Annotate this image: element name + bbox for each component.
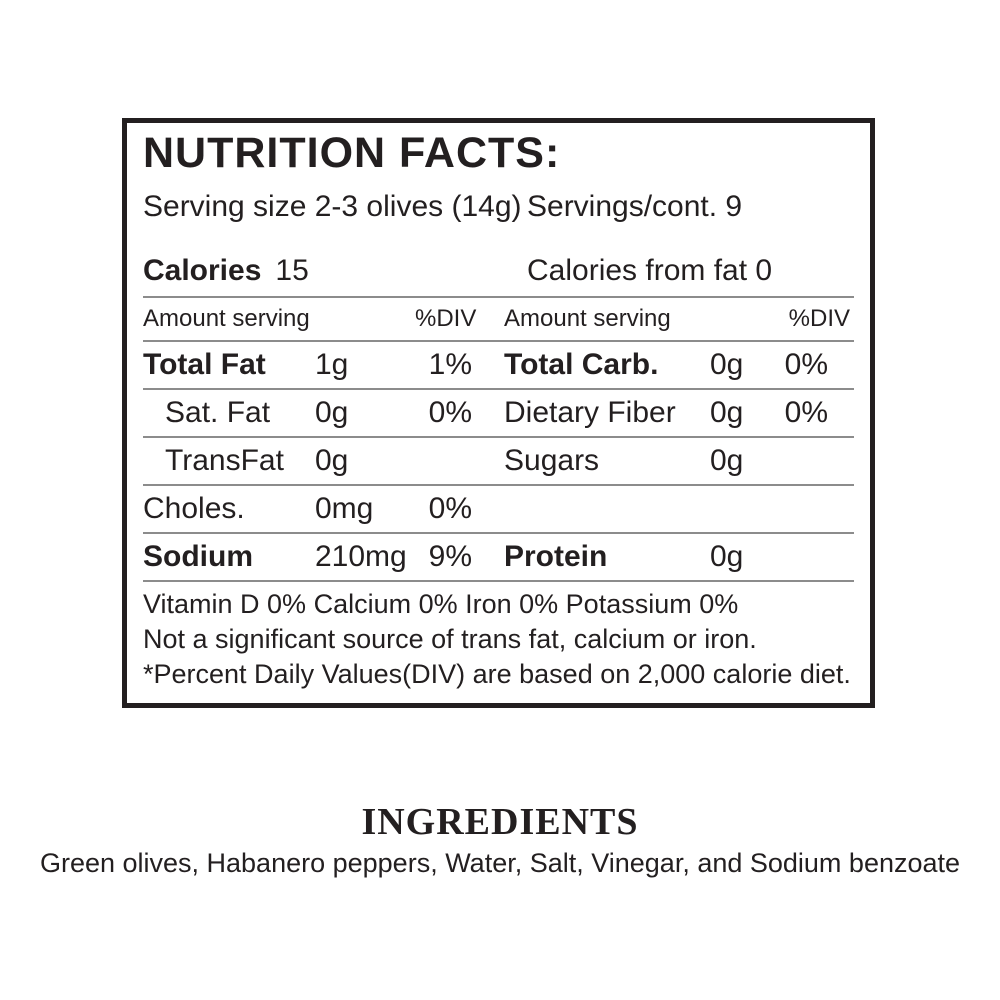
nutrient-label: Sodium [143, 540, 253, 573]
nutrient-dv: 0% [784, 396, 828, 429]
nutrient-value: 1g [315, 348, 349, 381]
nutrient-value: 0g [710, 396, 744, 429]
table-row [143, 342, 854, 390]
serving-size: Serving size 2-3 olives (14g) [143, 190, 522, 223]
nutrient-label: Sugars [504, 444, 600, 477]
table-row [143, 534, 854, 582]
calories-from-fat: Calories from fat 0 [527, 254, 773, 287]
nutrient-label: Total Fat [143, 348, 266, 381]
footnotes [143, 587, 854, 692]
nutrient-label: Protein [504, 540, 608, 573]
ingredients-list: Green olives, Habanero peppers, Water, Salt, Vinegar, and Sodium benzoate [39, 848, 961, 878]
table-row [143, 438, 854, 486]
calories-row [143, 253, 854, 289]
nutrient-dv: 0% [784, 348, 828, 381]
nutrient-value: 0g [710, 540, 744, 573]
footnote-not-significant: Not a significant source of trans fat, calcium or iron. [143, 624, 757, 654]
nutrient-value: 0mg [315, 492, 374, 525]
nutrient-label: Choles. [143, 492, 245, 525]
nutrient-dv: 1% [428, 348, 472, 381]
nutrition-facts-panel [122, 118, 875, 708]
header-amount-serving-left: Amount serving [143, 305, 310, 332]
nutrient-value: 0g [710, 444, 744, 477]
servings-per-container: Servings/cont. 9 [527, 190, 743, 223]
calories-value: 15 [275, 254, 309, 287]
nutrient-label: Total Carb. [504, 348, 659, 381]
nutrient-label: Sat. Fat [165, 396, 271, 429]
header-dv-left: %DIV [415, 305, 477, 332]
nutrient-dv: 9% [428, 540, 472, 573]
table-row [143, 486, 854, 534]
nutrient-dv: 0% [428, 492, 472, 525]
ingredients-heading: INGREDIENTS [361, 801, 639, 843]
calories-label: Calories [143, 254, 262, 287]
footnote-vitamins: Vitamin D 0% Calcium 0% Iron 0% Potassium 0% [143, 589, 739, 619]
ingredients-section [0, 802, 1000, 879]
calories [143, 253, 527, 289]
footnote-daily-values: *Percent Daily Values(DIV) are based on 2,000 calorie diet. [143, 659, 851, 689]
table-row [143, 390, 854, 438]
nutrient-value: 0g [315, 396, 349, 429]
nutrient-value: 0g [315, 444, 349, 477]
nutrient-label: TransFat [165, 444, 284, 477]
table-header-row [143, 298, 854, 342]
header-amount-serving-right: Amount serving [504, 305, 671, 332]
nutrient-label: Dietary Fiber [504, 396, 676, 429]
header-dv-right: %DIV [788, 305, 850, 332]
nutrient-dv: 0% [428, 396, 472, 429]
nutrient-value: 0g [710, 348, 744, 381]
serving-info-row [143, 190, 854, 224]
nutrient-value: 210mg [315, 540, 407, 573]
nutrition-facts-title: NUTRITION FACTS: [143, 129, 561, 177]
